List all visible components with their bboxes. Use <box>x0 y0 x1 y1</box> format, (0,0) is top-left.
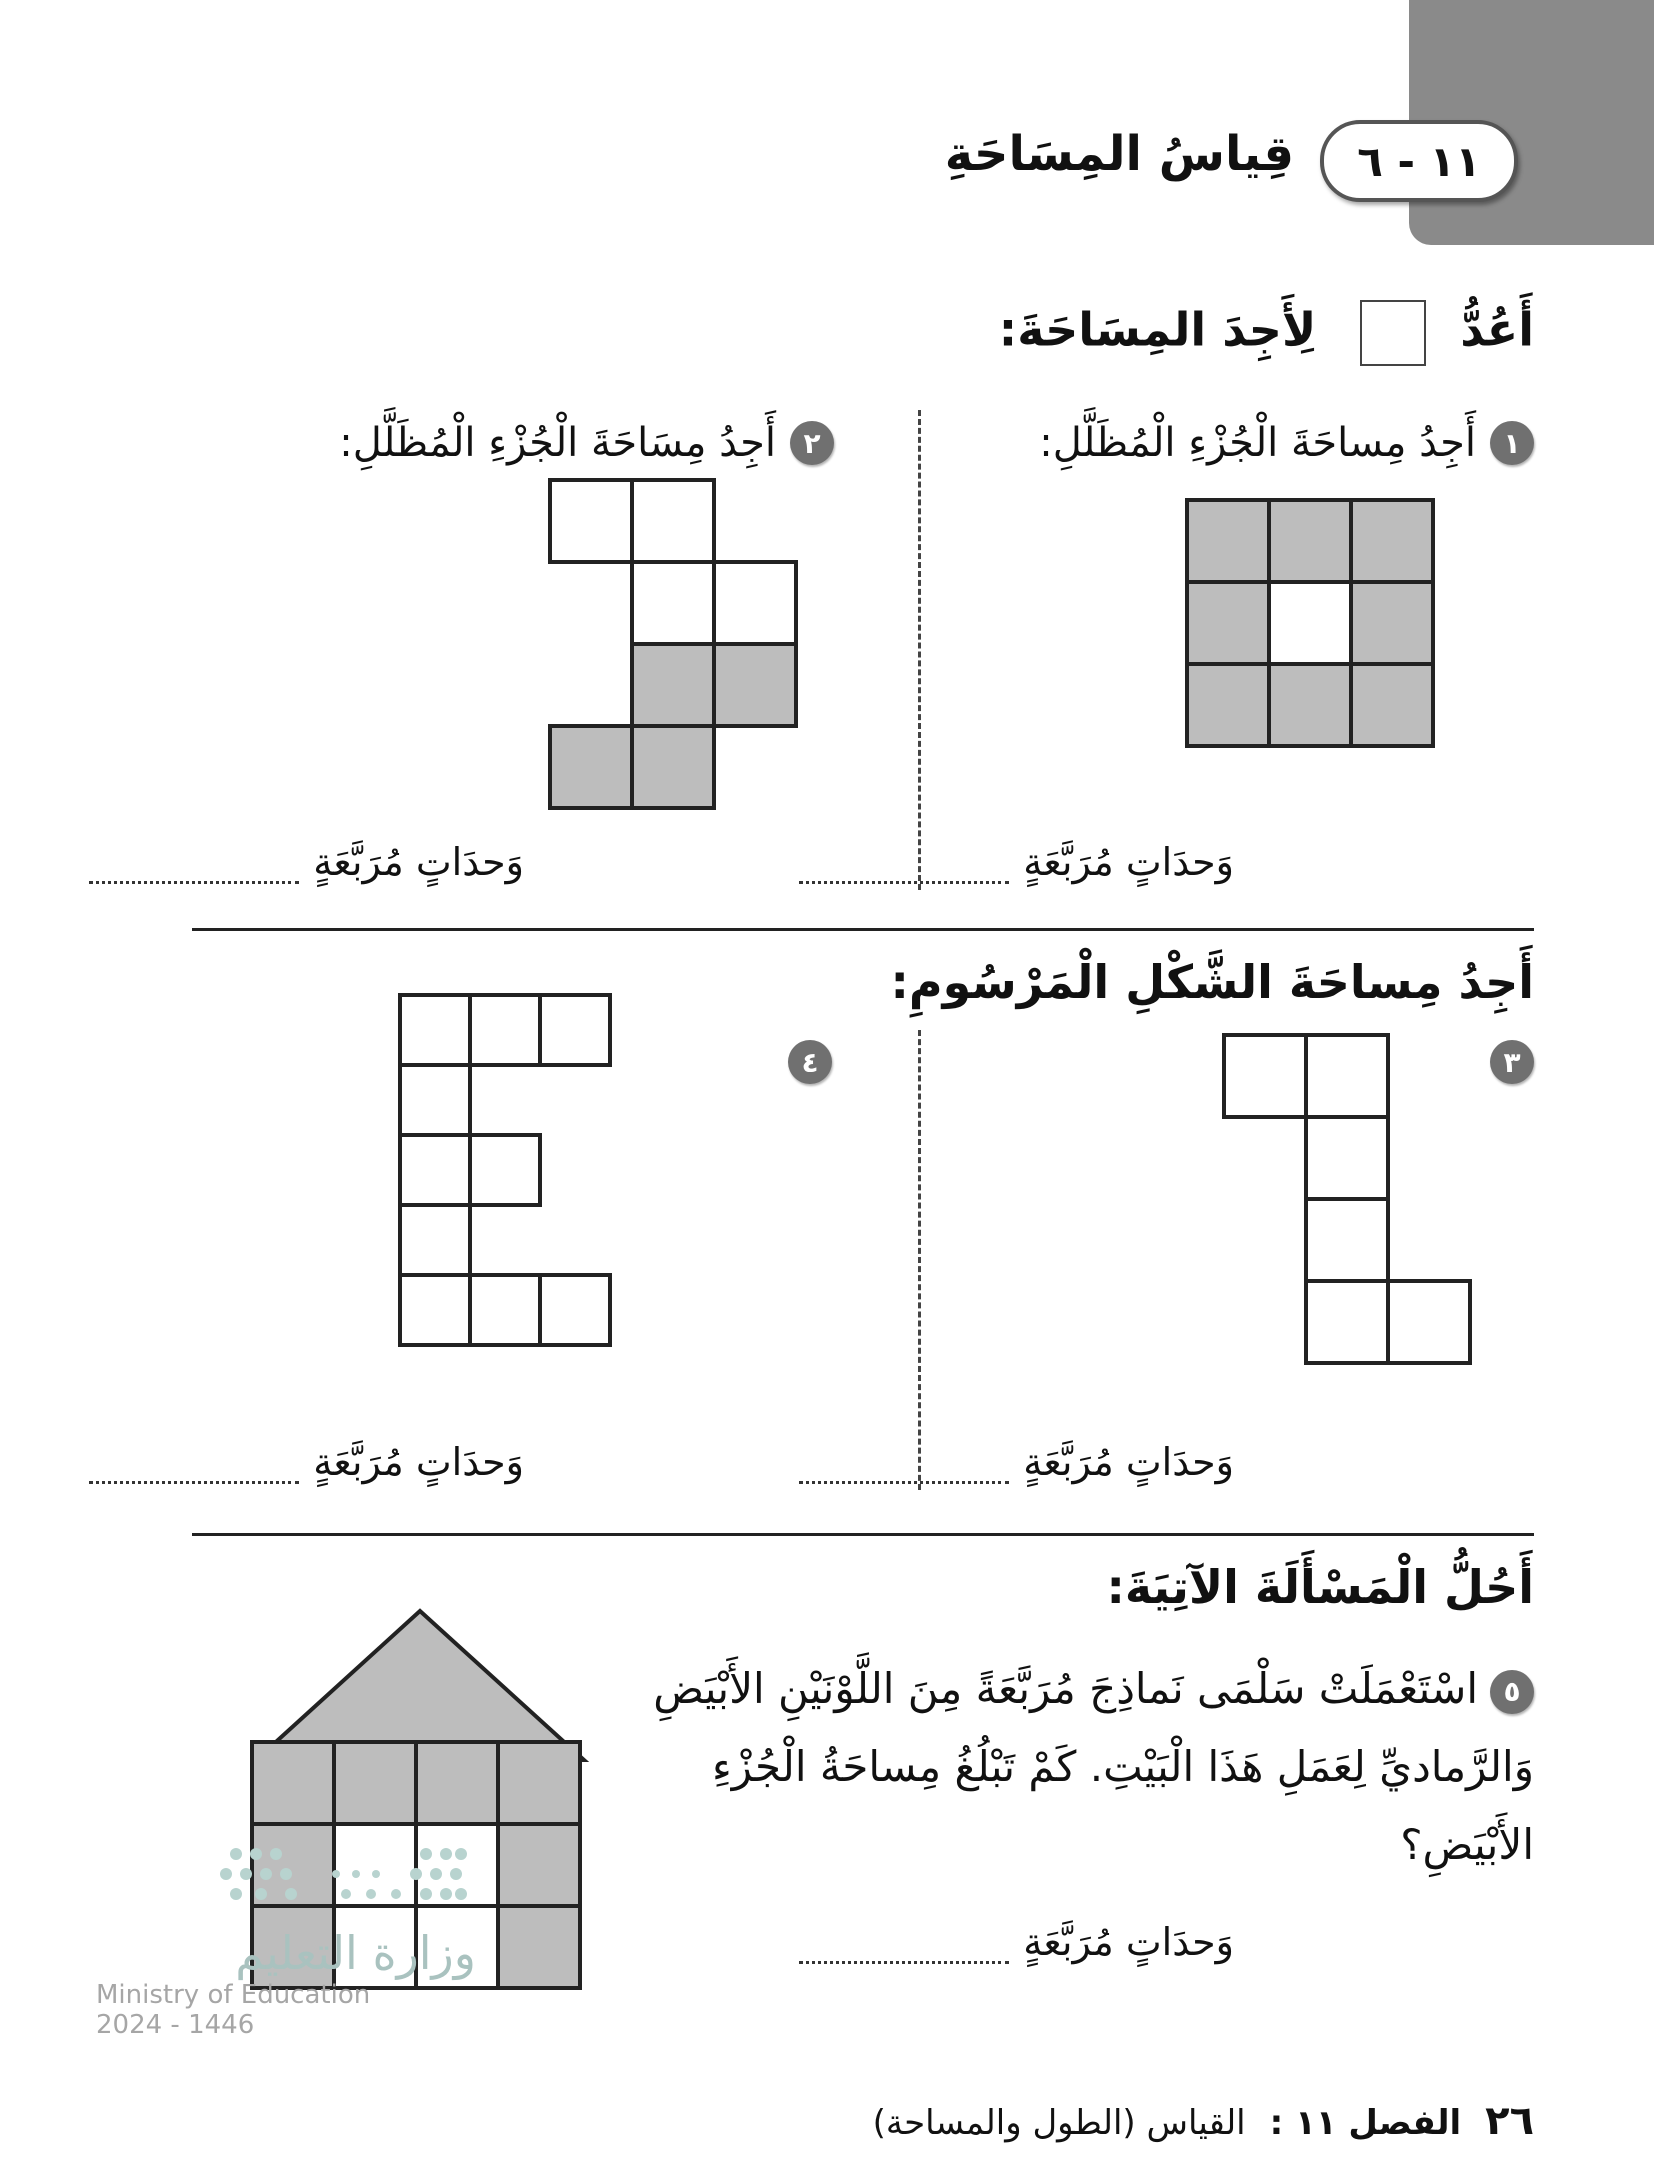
house-shaded-square <box>496 1822 582 1908</box>
exercise-2-unit-square <box>712 560 798 646</box>
exercise-4-unit-square <box>398 1133 472 1207</box>
exercise-4-unit-square <box>398 1203 472 1277</box>
problem-5-text-block <box>634 1650 1534 1884</box>
exercise-1-prompt <box>1039 420 1534 466</box>
exercise-1-shaded-square <box>1185 498 1271 584</box>
exercise-1-answer-unit: وَحدَاتٍ مُرَبَّعَةٍ <box>1023 840 1234 884</box>
house-shaded-square <box>414 1740 500 1826</box>
house-shaded-square <box>250 1740 336 1826</box>
dashed-divider-middle <box>918 1030 921 1490</box>
exercise-4-answer <box>89 1440 524 1484</box>
exercise-3-answer-blank[interactable] <box>799 1473 1009 1484</box>
exercise-4-unit-square <box>468 993 542 1067</box>
exercise-3-number: ٣ <box>1490 1040 1534 1084</box>
exercise-1-shaded-square <box>1185 662 1271 748</box>
exercise-4-answer-unit: وَحدَاتٍ مُرَبَّعَةٍ <box>313 1440 524 1484</box>
exercise-3-prompt <box>1490 1040 1534 1084</box>
problem-5-answer-unit: وَحدَاتٍ مُرَبَّعَةٍ <box>1023 1920 1234 1964</box>
exercise-3-unit-square <box>1304 1197 1390 1283</box>
exercise-1-unit-square <box>1267 580 1353 666</box>
watermark-year: 2024 - 1446 <box>96 2010 255 2040</box>
problem-5-answer-blank[interactable] <box>799 1953 1009 1964</box>
exercise-3-unit-square <box>1386 1279 1472 1365</box>
exercise-2-unit-square <box>630 560 716 646</box>
house-shaded-square <box>496 1904 582 1990</box>
exercise-4-answer-blank[interactable] <box>89 1473 299 1484</box>
exercise-1-shaded-square <box>1267 498 1353 584</box>
exercise-2-text: أَجِدُ مِسَاحَةَ الْجُزْءِ الْمُظَلَّلِ: <box>339 420 776 466</box>
ministry-logo-icon <box>96 1842 476 1922</box>
exercise-4-unit-square <box>468 1133 542 1207</box>
exercise-4-unit-square <box>398 993 472 1067</box>
page-number: ٢٦ <box>1485 2098 1534 2144</box>
page-footer <box>873 2098 1534 2144</box>
exercise-3-unit-square <box>1222 1033 1308 1119</box>
lesson-number-badge <box>1320 120 1518 202</box>
problem-5-answer <box>799 1920 1234 1964</box>
exercise-2-shaded-square <box>712 642 798 728</box>
exercise-3-answer <box>799 1440 1234 1484</box>
exercise-3-unit-square <box>1304 1115 1390 1201</box>
exercise-1-text: أَجِدُ مِساحَةَ الْجُزْءِ الْمُظَلَّلِ: <box>1039 420 1476 466</box>
exercise-2-shaded-square <box>548 724 634 810</box>
watermark-arabic: وزارة التعليم <box>235 1926 476 1980</box>
count-label-after: لِأَجِدَ المِسَاحَةَ: <box>998 302 1317 357</box>
exercise-2-answer-unit: وَحدَاتٍ مُرَبَّعَةٍ <box>313 840 524 884</box>
dashed-divider-top <box>918 410 921 890</box>
exercise-4-unit-square <box>398 1063 472 1137</box>
problem-5-number: ٥ <box>1490 1670 1534 1714</box>
watermark-english: Ministry of Education <box>96 1980 371 2010</box>
chapter-label: الفصل ١١ : <box>1269 2103 1462 2143</box>
exercise-3-unit-square <box>1304 1279 1390 1365</box>
section-count-heading <box>999 300 1534 366</box>
exercise-2-unit-square <box>548 478 634 564</box>
section-divider-2 <box>192 1533 1534 1536</box>
exercise-1-number: ١ <box>1490 421 1534 465</box>
lesson-title: قِياسُ المِسَاحَةِ <box>944 126 1294 182</box>
exercise-1-shaded-square <box>1349 580 1435 666</box>
problem-5-text: اسْتَعْمَلَتْ سَلْمَى نَماذِجَ مُرَبَّعَةً مِنَ اللَّوْنَيْنِ الأَبْيَضِ وَالرَّماديِّ لِعَمَلِ هَذَا الْبَيْتِ. كَمْ تَبْلُغُ مِساحَةُ الْجُزْءِ الأَبْيَضِ؟ <box>653 1664 1534 1869</box>
exercise-2-prompt <box>339 420 834 466</box>
exercise-2-answer-blank[interactable] <box>89 873 299 884</box>
exercise-4-number: ٤ <box>788 1040 832 1084</box>
ministry-watermark <box>96 1842 476 2040</box>
exercise-4-unit-square <box>468 1273 542 1347</box>
count-answer-box[interactable] <box>1360 300 1426 366</box>
lesson-number: ١١ - ٦ <box>1357 136 1481 186</box>
exercise-2-shaded-square <box>630 642 716 728</box>
exercise-4-unit-square <box>398 1273 472 1347</box>
section-problem-heading: أَحُلُّ الْمَسْأَلَةَ الآتِيَةَ: <box>1106 1560 1534 1614</box>
exercise-4-unit-square <box>538 993 612 1067</box>
exercise-1-shaded-square <box>1267 662 1353 748</box>
exercise-1-answer-blank[interactable] <box>799 873 1009 884</box>
exercise-1-shaded-square <box>1185 580 1271 666</box>
exercise-2-answer <box>89 840 524 884</box>
section-shape-heading: أَجِدُ مِساحَةَ الشَّكْلِ الْمَرْسُومِ: <box>890 955 1534 1009</box>
exercise-3-answer-unit: وَحدَاتٍ مُرَبَّعَةٍ <box>1023 1440 1234 1484</box>
exercise-4-unit-square <box>538 1273 612 1347</box>
exercise-1-answer <box>799 840 1234 884</box>
exercise-2-unit-square <box>630 478 716 564</box>
exercise-4-prompt <box>788 1040 832 1084</box>
exercise-1-shaded-square <box>1349 662 1435 748</box>
section-divider-1 <box>192 928 1534 931</box>
exercise-3-unit-square <box>1304 1033 1390 1119</box>
chapter-title: القياس (الطول والمساحة) <box>872 2103 1246 2143</box>
exercise-2-number: ٢ <box>790 421 834 465</box>
house-shaded-square <box>496 1740 582 1826</box>
house-shaded-square <box>332 1740 418 1826</box>
exercise-1-shaded-square <box>1349 498 1435 584</box>
exercise-2-shaded-square <box>630 724 716 810</box>
count-label-before: أَعُدُّ <box>1460 302 1534 357</box>
